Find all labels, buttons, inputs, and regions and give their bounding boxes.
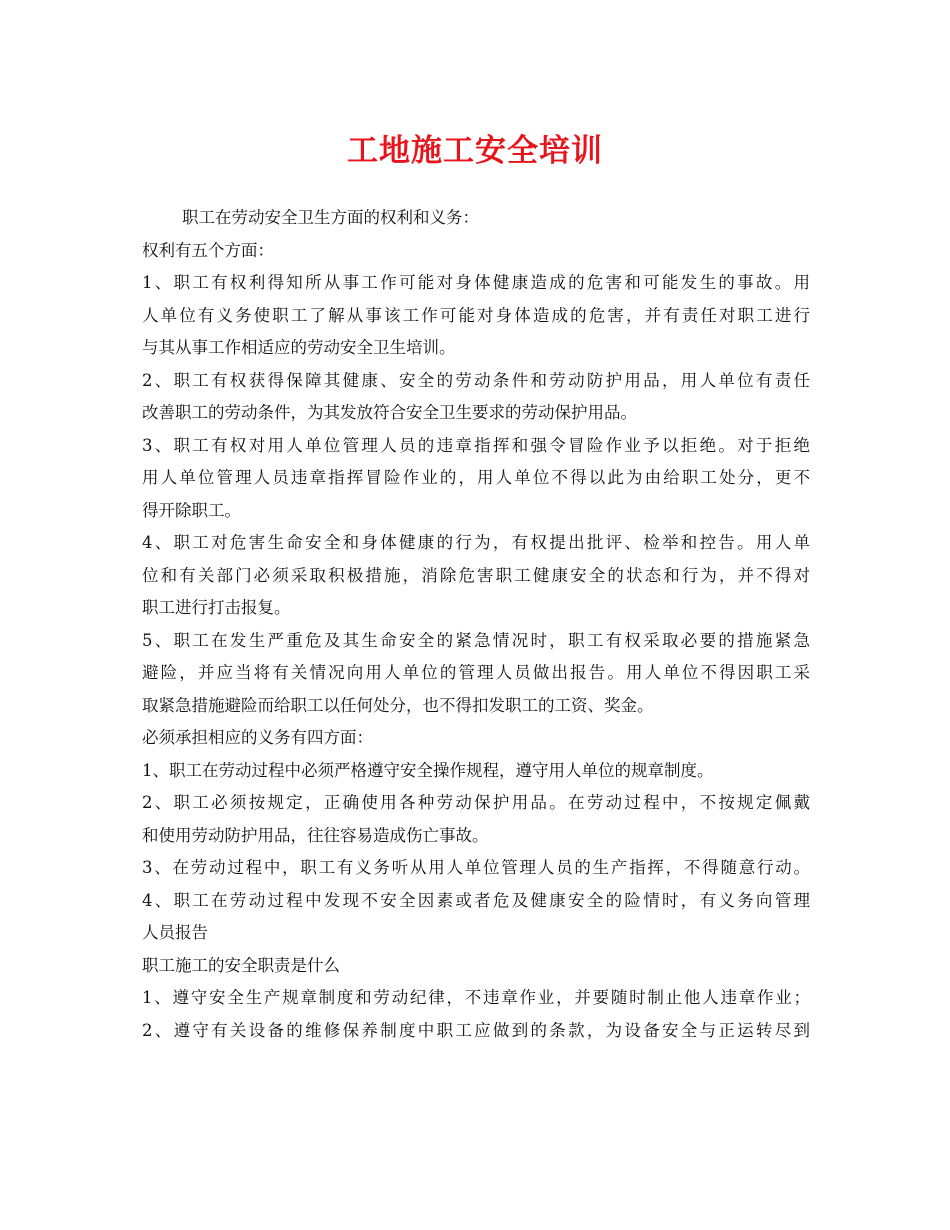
text-line: 和使用劳动防护用品，往往容易造成伤亡事故。 (142, 825, 489, 845)
text-line: 人员报告 (142, 923, 208, 942)
text-line: 1、职工在劳动过程中必须严格遵守安全操作规程，遵守用人单位的规章制度。 (142, 760, 714, 780)
text-line: 职工在劳动安全卫生方面的权利和义务： (182, 208, 479, 227)
text-line: 避险，并应当将有关情况向用人单位的管理人员做出报告。用人单位不得因职工采 (142, 663, 810, 682)
text-line: 4、职工在劳动过程中发现不安全因素或者危及健康安全的险情时，有义务向管理 (142, 890, 810, 910)
text-line: 与其从事工作相适应的劳动安全卫生培训。 (142, 338, 456, 357)
document-body (142, 202, 810, 1047)
text-line: 2、职工有权获得保障其健康、安全的劳动条件和劳动防护用品，用人单位有责任 (142, 370, 810, 390)
text-line: 5、职工在发生严重危及其生命安全的紧急情况时，职工有权采取必要的措施紧急 (142, 630, 810, 650)
text-line: 4、职工对危害生命安全和身体健康的行为，有权提出批评、检举和控告。用人单 (142, 533, 810, 552)
text-line: 职工施工的安全职责是什么 (142, 955, 340, 975)
text-line: 取紧急措施避险而给职工以任何处分，也不得扣发职工的工资、奖金。 (142, 695, 654, 715)
text-line: 1、遵守安全生产规章制度和劳动纪律，不违章作业，并要随时制止他人违章作业； (142, 988, 810, 1007)
text-line: 位和有关部门必须采取积极措施，消除危害职工健康安全的状态和行为，并不得对 (142, 565, 810, 585)
text-line: 3、在劳动过程中，职工有义务听从用人单位管理人员的生产指挥，不得随意行动。 (142, 858, 810, 877)
text-line: 用人单位管理人员违章指挥冒险作业的，用人单位不得以此为由给职工处分，更不 (142, 468, 810, 487)
text-line: 权利有五个方面： (142, 240, 274, 260)
text-line: 3、职工有权对用人单位管理人员的违章指挥和强令冒险作业予以拒绝。对于拒绝 (142, 435, 810, 455)
text-line: 人单位有义务使职工了解从事该工作可能对身体造成的危害，并有责任对职工进行 (142, 305, 810, 325)
document-title: 工地施工安全培训 (347, 133, 603, 169)
text-line: 职工进行打击报复。 (142, 598, 291, 617)
text-line: 改善职工的劳动条件，为其发放符合安全卫生要求的劳动保护用品。 (142, 403, 637, 422)
text-line: 2、职工必须按规定，正确使用各种劳动保护用品。在劳动过程中，不按规定佩戴 (142, 793, 810, 812)
text-line: 必须承担相应的义务有四方面： (142, 728, 373, 747)
text-line: 得开除职工。 (142, 500, 241, 520)
text-line: 1、职工有权利得知所从事工作可能对身体健康造成的危害和可能发生的事故。用 (142, 273, 810, 292)
text-line: 2、遵守有关设备的维修保养制度中职工应做到的条款，为设备安全与正运转尽到 (142, 1020, 810, 1040)
